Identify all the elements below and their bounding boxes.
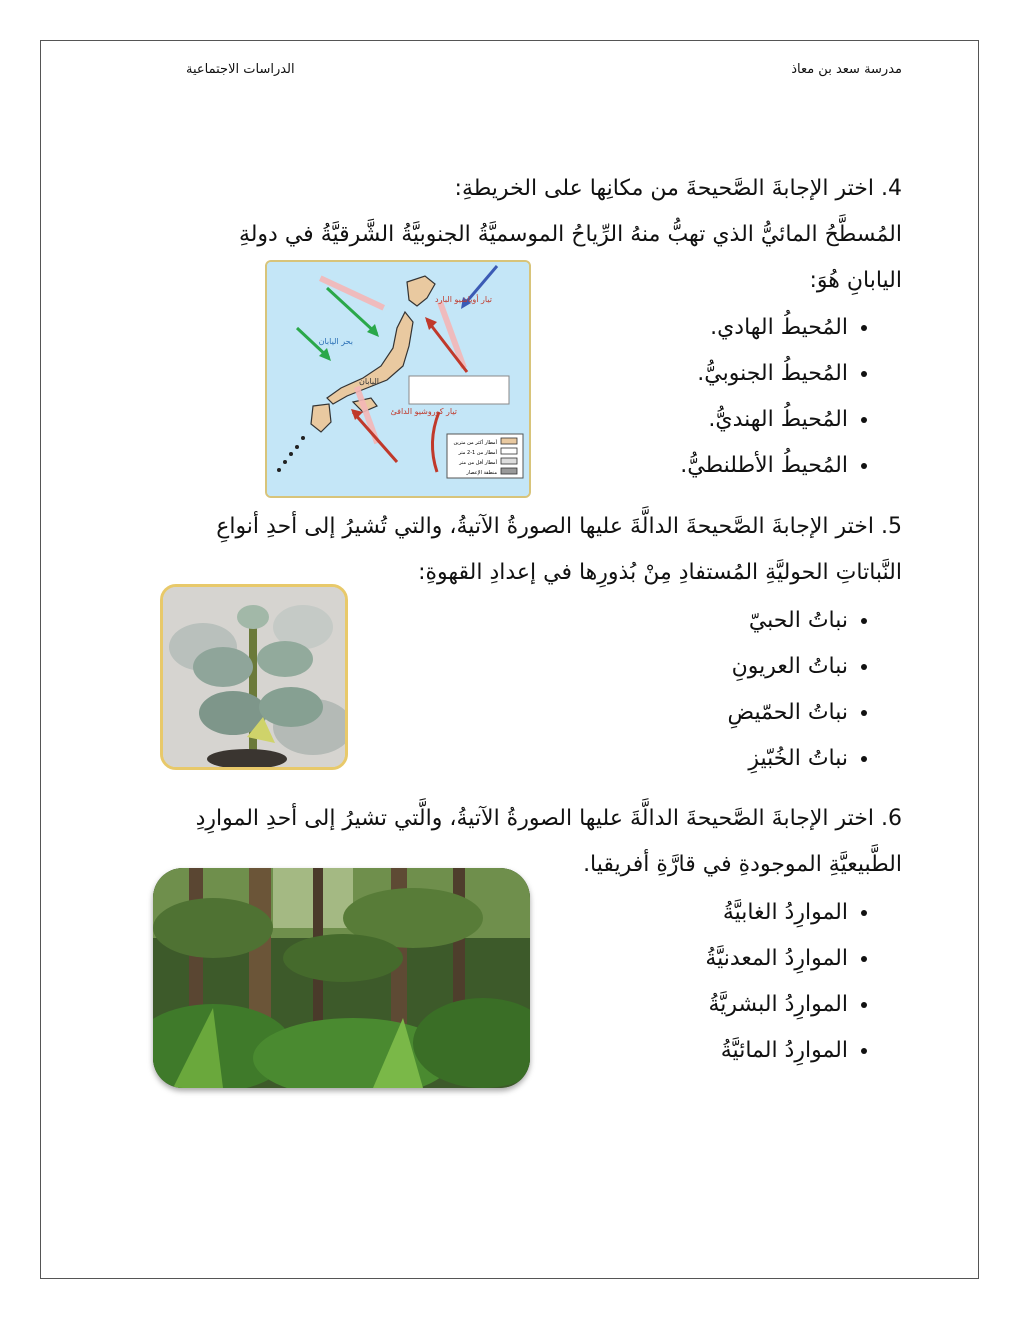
option[interactable]: • الموارِدُ المائيَّةُ [705,1028,848,1074]
option[interactable]: • نباتُ الحبيّ [728,598,849,644]
japan-map-image [265,260,531,498]
question-4-options [680,305,870,489]
option[interactable]: • نباتُ الحمّيضِ [728,690,849,736]
forest-image [153,868,530,1088]
svg-text:أمطار من 1-2 متر: أمطار من 1-2 متر [458,450,497,456]
option[interactable]: • الموارِدُ البشريَّةُ [705,982,848,1028]
option[interactable]: • الموارِدُ المعدنيَّةُ [705,936,848,982]
question-5-text [216,504,902,596]
option[interactable]: • المُحيطُ الهنديُّ. [680,397,848,443]
question-6-options [705,890,870,1074]
option[interactable]: • المُحيطُ الهادي. [680,305,848,351]
question-line: 4. اختر الإجابةَ الصَّحيحةَ من مكانِها على الخريطةِ: [454,176,902,201]
question-line: 5. اختر الإجابةَ الصَّحيحةَ الدالَّةَ عليها الصورةُ الآتيةُ، والتي تُشيرُ إلى أحدِ أنواعِ [216,514,902,539]
question-line: 6. اختر الإجابةَ الصَّحيحةَ الدالَّةَ عليها الصورةُ الآتيةُ، والَّتي تشيرُ إلى أحدِ الموارِدِ [195,806,902,831]
subject-name: الدراسات الاجتماعية [186,62,295,77]
map-label-sea-of-japan: بحر اليابان [318,337,353,346]
question-line: المُسطَّحُ المائيُّ الذي تهبُّ منهُ الرِّياحُ الموسميَّةُ الجنوبيَّةُ الشَّرقيَّةُ في دولةِ [238,222,902,247]
question-5-options [728,598,871,782]
plant-image [160,584,348,770]
question-line: النَّباتاتِ الحوليَّةِ المُستفادِ مِنْ بُذورِها في إعدادِ القهوةِ: [418,560,902,585]
option[interactable]: • نباتُ الخُبّيزِ [728,736,849,782]
svg-text:أمطار أقل من متر: أمطار أقل من متر [459,460,497,466]
question-line: الطَّبيعيَّةِ الموجودةِ في قارَّةِ أفريقيا. [583,852,902,877]
question-line: اليابانِ هُوَ: [809,268,902,293]
option[interactable]: • نباتُ العريونِ [728,644,849,690]
option[interactable]: • الموارِدُ الغابيَّةُ [705,890,848,936]
svg-text:أمطار أكثر من مترين: أمطار أكثر من مترين [453,440,497,446]
svg-text:منطقة الإعصار: منطقة الإعصار [466,470,497,476]
option[interactable]: • المُحيطُ الجنوبيُّ. [680,351,848,397]
option[interactable]: • المُحيطُ الأطلنطيُّ. [680,443,848,489]
map-label-oyashio: تيار أوياشيو البارد [435,295,492,304]
school-name: مدرسة سعد بن معاذ [791,62,902,77]
map-label-japan: اليابان [358,377,379,386]
map-label-kuroshio: تيار كوروشيو الدافئ [390,407,457,416]
